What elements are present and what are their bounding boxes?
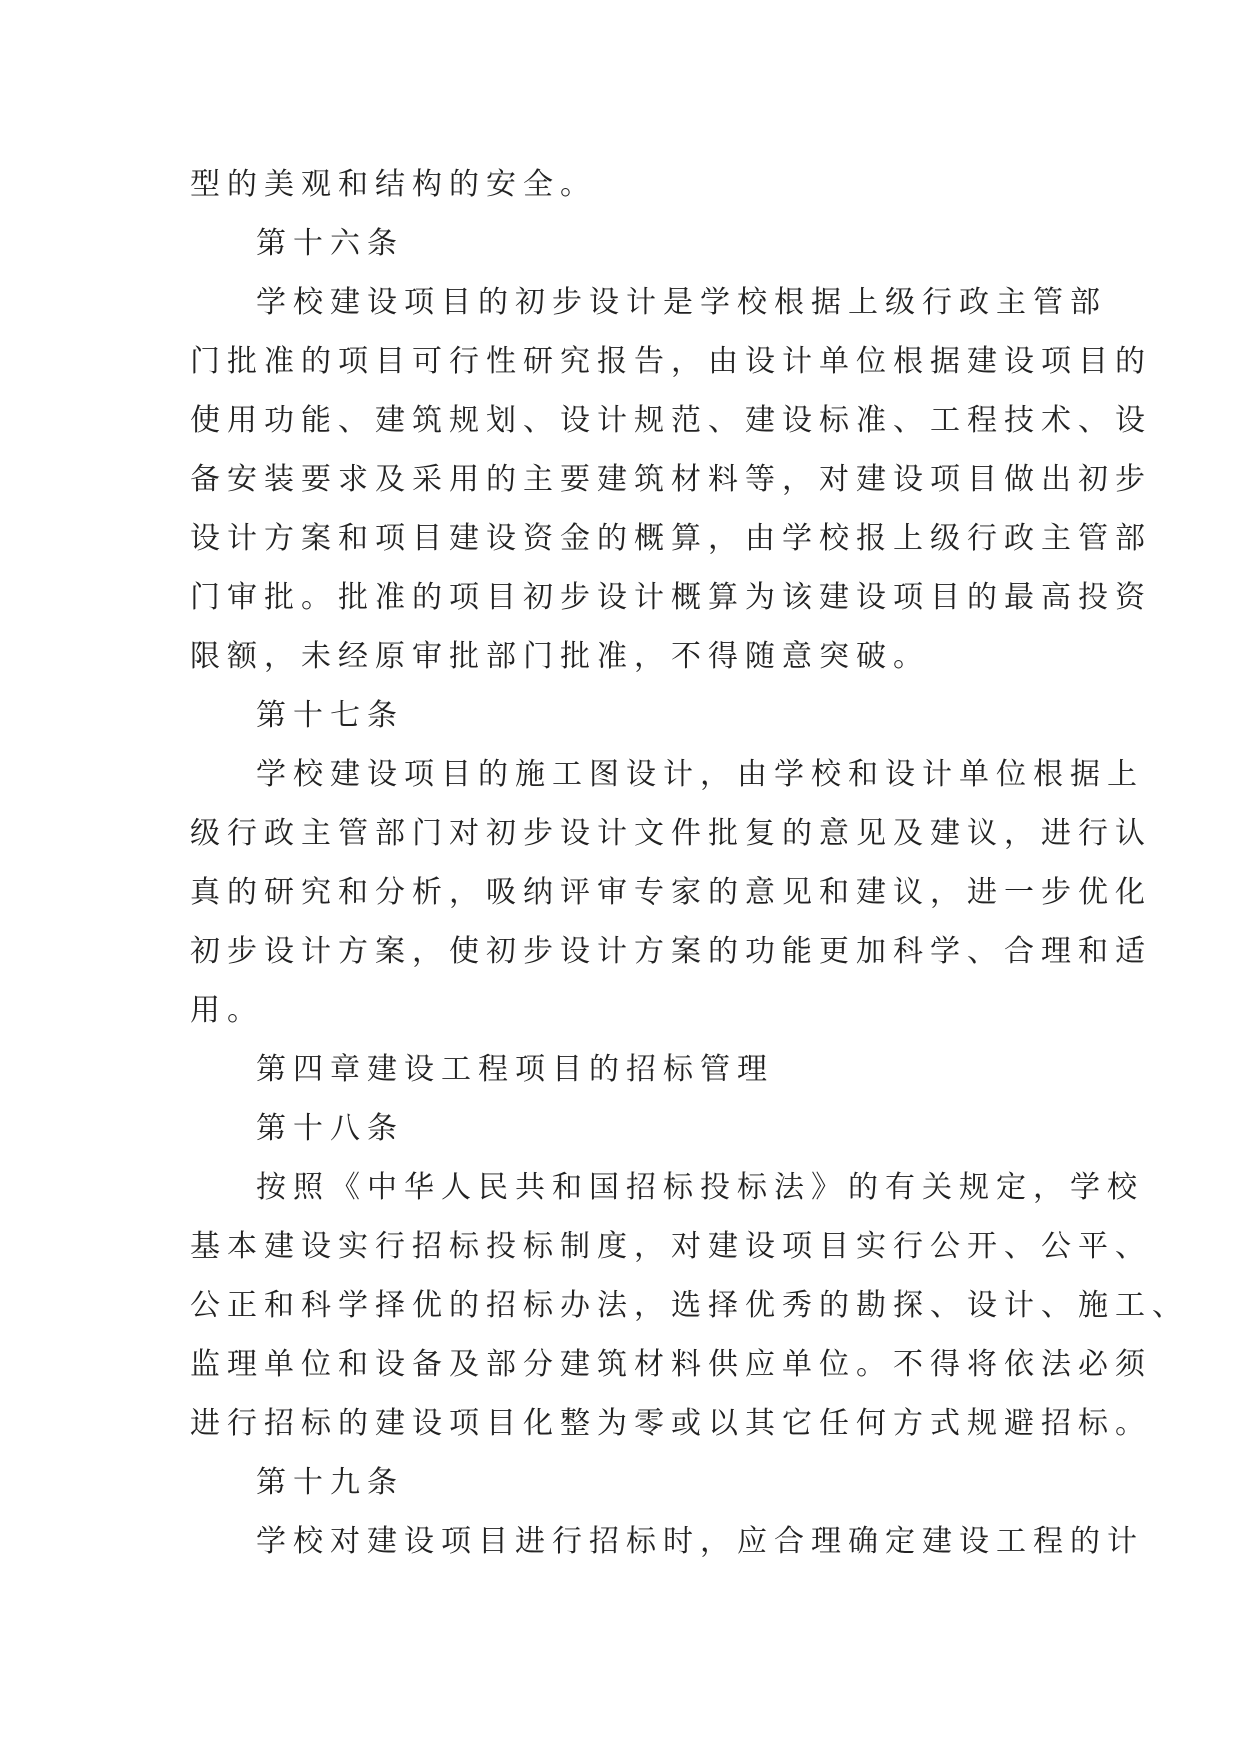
text-line: 按照《中华人民共和国招标投标法》的有关规定，学校 <box>256 1170 1144 1205</box>
text-line: 级行政主管部门对初步设计文件批复的意见及建议，进行认 <box>190 816 1152 851</box>
article-heading: 第十八条 <box>256 1111 404 1146</box>
article-heading: 第十七条 <box>256 698 404 733</box>
text-line: 真的研究和分析，吸纳评审专家的意见和建议，进一步优化 <box>190 875 1152 910</box>
text-line: 门审批。批准的项目初步设计概算为该建设项目的最高投资 <box>190 580 1152 615</box>
text-line: 学校建设项目的施工图设计，由学校和设计单位根据上 <box>256 757 1144 792</box>
text-line: 公正和科学择优的招标办法，选择优秀的勘探、设计、施工、 <box>190 1288 1189 1323</box>
text-line: 型的美观和结构的安全。 <box>190 167 597 202</box>
text-line: 学校对建设项目进行招标时，应合理确定建设工程的计 <box>256 1524 1144 1559</box>
text-line: 限额，未经原审批部门批准，不得随意突破。 <box>190 639 930 674</box>
chapter-heading: 第四章建设工程项目的招标管理 <box>256 1052 774 1087</box>
article-heading: 第十九条 <box>256 1465 404 1500</box>
text-line: 用。 <box>190 993 264 1028</box>
text-line: 使用功能、建筑规划、设计规范、建设标准、工程技术、设 <box>190 403 1152 438</box>
text-line: 初步设计方案，使初步设计方案的功能更加科学、合理和适 <box>190 934 1152 969</box>
text-line: 基本建设实行招标投标制度，对建设项目实行公开、公平、 <box>190 1229 1152 1264</box>
text-line: 监理单位和设备及部分建筑材料供应单位。不得将依法必须 <box>190 1347 1152 1382</box>
text-line: 学校建设项目的初步设计是学校根据上级行政主管部 <box>256 285 1107 320</box>
text-line: 门批准的项目可行性研究报告，由设计单位根据建设项目的 <box>190 344 1152 379</box>
article-heading: 第十六条 <box>256 226 404 261</box>
text-line: 备安装要求及采用的主要建筑材料等，对建设项目做出初步 <box>190 462 1152 497</box>
text-line: 设计方案和项目建设资金的概算，由学校报上级行政主管部 <box>190 521 1152 556</box>
text-line: 进行招标的建设项目化整为零或以其它任何方式规避招标。 <box>190 1406 1152 1441</box>
document-body <box>190 155 1189 1571</box>
